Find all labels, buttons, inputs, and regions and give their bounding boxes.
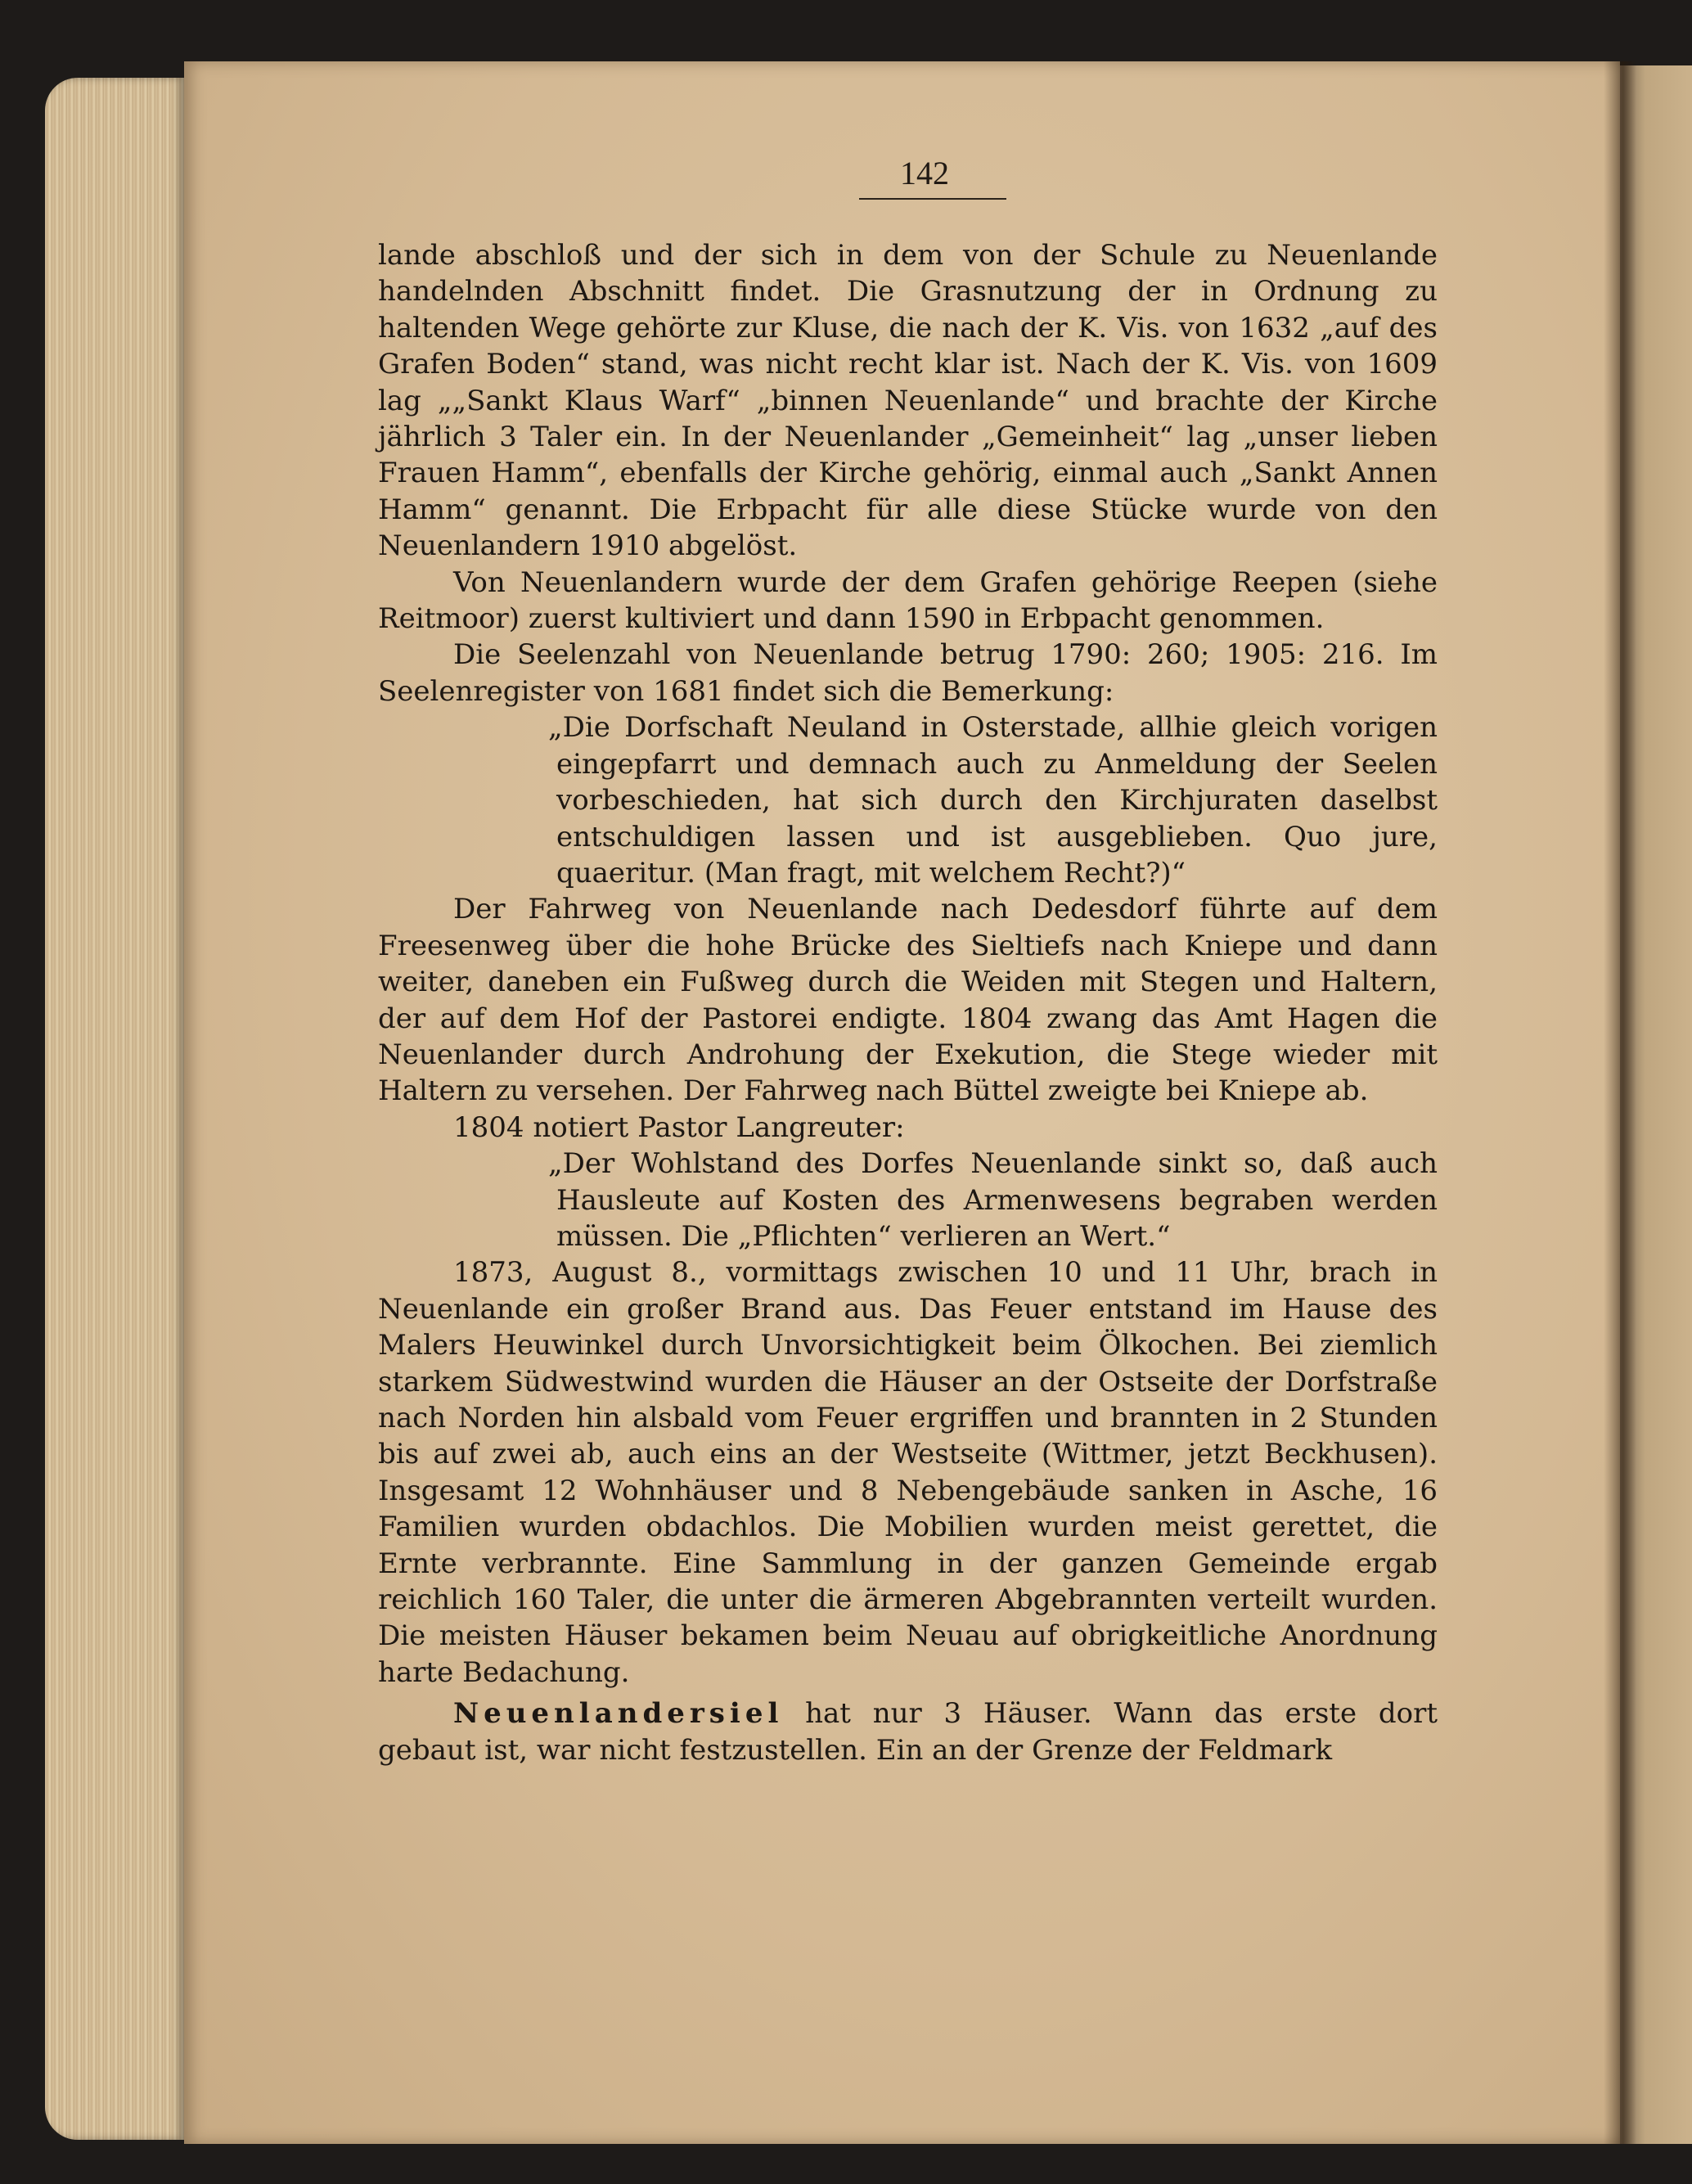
paragraph-5: 1804 notiert Pastor Langreuter: (453, 1110, 905, 1144)
paragraph-6: 1873, August 8., vormittags zwischen 10 und 11 Uhr, brach in Neuenlande ein großer Brand aus. Das Feuer entstand im Hause des Malers Heuwinkel durch Unvorsichtigkeit beim Ölkochen. Bei ziemlich starkem Südwestwind wurden die Häuser an der Ostseite der Dorfstraße nach Norden hin alsbald vom Feuer ergriffen und brannten in 2 Stunden bis auf zwei ab, auch eins an der Westseite (Wittmer, jetzt Beckhusen). Insgesamt 12 Wohnhäuser und 8 Nebengebäude sanken in Asche, 16 Familien wurden obdachlos. Die Mobilien wurden meist gerettet, die Ernte verbrannte. Eine Sammlung in der ganzen Gemeinde ergab reichlich 160 Taler, die unter die ärmeren Abgebrannten verteilt wurden. Die meisten Häuser bekamen beim Neuau auf obrigkeitliche Anordnung harte Bedachung. (378, 1256, 1438, 1689)
page-edges (45, 78, 184, 2140)
block-quote-2: „Der Wohlstand des Dorfes Neuenlande sinkt so, daß auch Hausleute auf Kosten des Armenwesens begraben werden müssen. Die „Pflichten“ verlieren an Wert.“ (548, 1147, 1438, 1253)
header-rule (859, 198, 1006, 200)
page-number: 142 (900, 155, 949, 191)
place-name-heading: Neuenlandersiel (453, 1697, 784, 1731)
block-quote-1: „Die Dorfschaft Neuland in Osterstade, allhie gleich vorigen eingepfarrt und demnach auch zu Anmeldung der Seelen vorbeschieden, hat sich durch den Kirchjuraten daselbst entschuldigen lassen und ist ausgeblieben. Quo jure, quaeritur. (Man fragt, mit welchem Recht?)“ (548, 711, 1438, 889)
paragraph-4: Der Fahrweg von Neuenlande nach Dedesdorf führte auf dem Freesenweg über die hohe Brücke des Sieltiefs nach Kniepe und dann weiter, daneben ein Fußweg durch die Weiden mit Stegen und Haltern, der auf dem Hof der Pastorei endigte. 1804 zwang das Amt Hagen die Neuenlander durch Androhung der Exekution, die Stege wieder mit Haltern zu versehen. Der Fahrweg nach Büttel zweigte bei Kniepe ab. (378, 893, 1438, 1108)
paragraph-7 (378, 1695, 1438, 1768)
paragraph-3: Die Seelenzahl von Neuenlande betrug 1790: 260; 1905: 216. Im Seelenregister von 1681 findet sich die Bemerkung: (378, 638, 1438, 708)
body-text (378, 237, 1438, 1768)
paragraph-1: lande abschloß und der sich in dem von der Schule zu Neuenlande handelnden Abschnitt findet. Die Grasnutzung der in Ordnung zu haltenden Wege gehörte zur Kluse, die nach der K. Vis. von 1632 „auf des Grafen Boden“ stand, was nicht recht klar ist. Nach der K. Vis. von 1609 lag „„Sankt Klaus Warf“ „binnen Neuenlande“ und brachte der Kirche jährlich 3 Taler ein. In der Neuenlander „Gemeinheit“ lag „unser lieben Frauen Hamm“, ebenfalls der Kirche gehörig, einmal auch „Sankt Annen Hamm“ genannt. Die Erbpacht für alle diese Stücke wurde von den Neuenlandern 1910 abgelöst. (378, 239, 1438, 563)
book-gutter (1604, 61, 1636, 2144)
paragraph-7-text: hat nur 3 Häuser. Wann das erste dort gebaut ist, war nicht festzustellen. Ein an der Grenze der Feldmark (378, 1697, 1438, 1767)
paragraph-2: Von Neuenlandern wurde der dem Grafen gehörige Reepen (siehe Reitmoor) zuerst kultiviert und dann 1590 in Erbpacht genommen. (378, 565, 1438, 636)
